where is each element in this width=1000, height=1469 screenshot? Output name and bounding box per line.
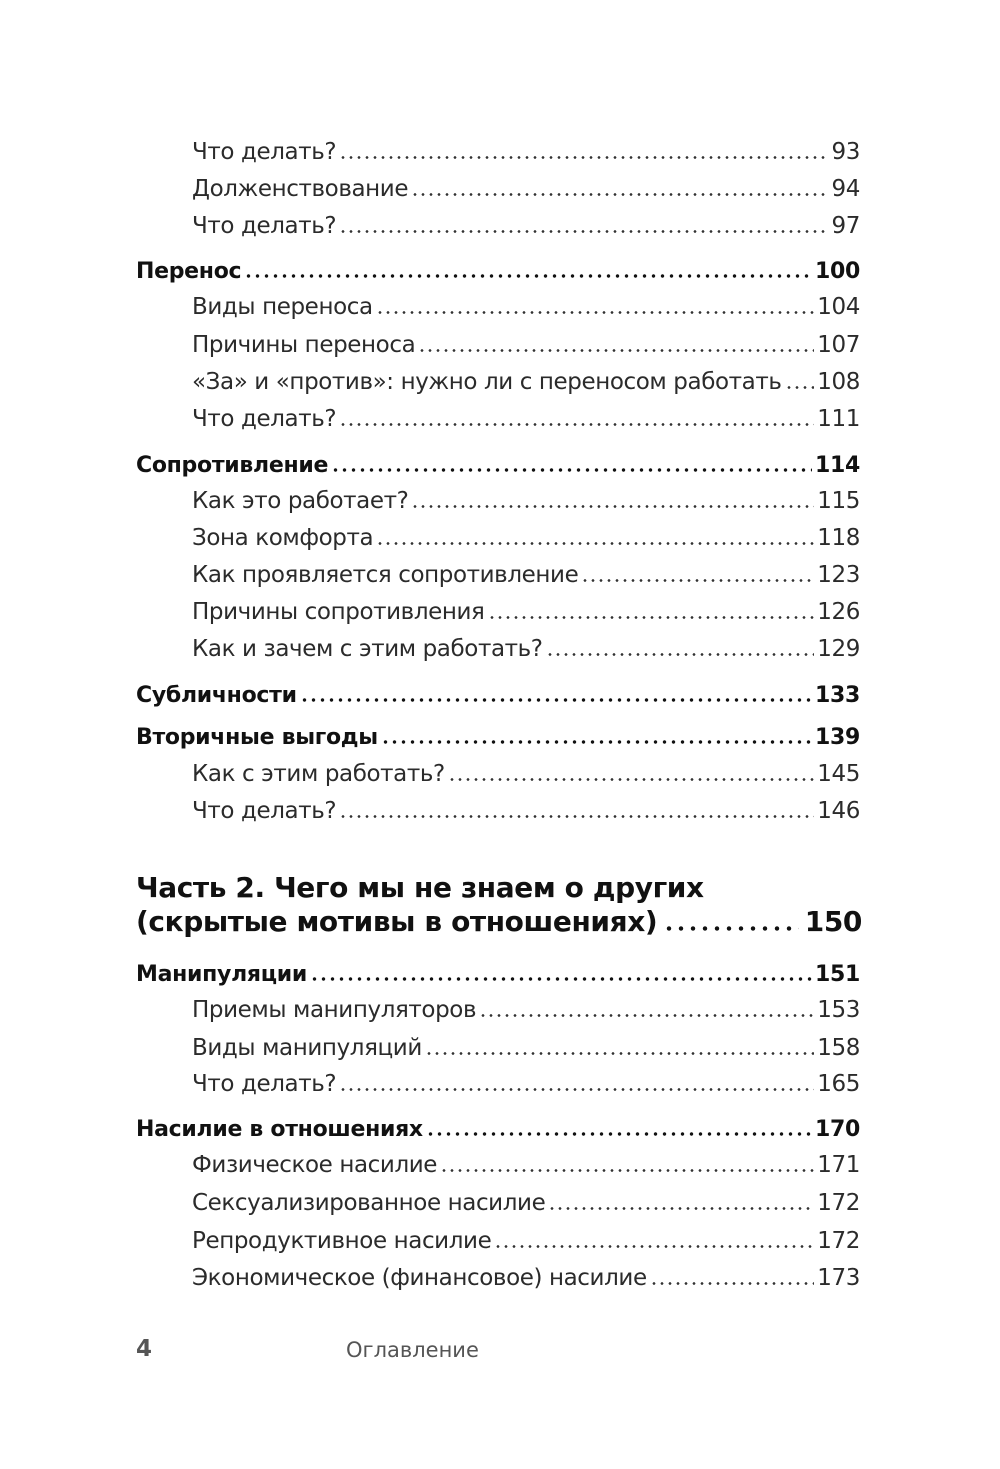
dot-leader (440, 1169, 814, 1172)
toc-subentry (192, 562, 860, 588)
toc-subentry (192, 599, 860, 625)
toc-subentry-page: 97 (831, 213, 860, 239)
toc-chapter-title: Субличности (136, 683, 297, 708)
dot-leader (411, 193, 828, 196)
toc-chapter (136, 1117, 860, 1142)
toc-subentry-title: Что делать? (192, 406, 337, 432)
toc-chapter-page: 114 (814, 453, 860, 478)
toc-subentry (192, 1152, 860, 1178)
dot-leader (339, 815, 814, 818)
toc-subentry-page: 118 (817, 525, 860, 551)
toc-subentry-page: 111 (817, 406, 860, 432)
toc-subentry-title: Экономическое (финансовое) насилие (192, 1265, 647, 1291)
dot-leader (331, 468, 812, 472)
toc-chapter-page: 100 (814, 259, 860, 284)
toc-subentry-title: Что делать? (192, 213, 337, 239)
dot-leader (339, 156, 828, 159)
toc-subentry-page: 94 (831, 176, 860, 202)
toc-subentry (192, 294, 860, 320)
toc-subentry-page: 104 (817, 294, 860, 320)
toc-subentry-page: 126 (817, 599, 860, 625)
toc-subentry-title: Как с этим работать? (192, 761, 445, 787)
toc-subentry (192, 636, 860, 662)
toc-subentry (192, 369, 860, 395)
toc-subentry (192, 1190, 860, 1216)
toc-chapter (136, 962, 860, 987)
part-title-line1: Часть 2. Чего мы не знаем о других (136, 871, 704, 904)
toc-subentry-title: Как проявляется сопротивление (192, 562, 579, 588)
toc-subentry-title: Что делать? (192, 1071, 337, 1097)
toc-subentry-title: Что делать? (192, 798, 337, 824)
toc-subentry (192, 139, 860, 165)
toc-subentry-page: 173 (817, 1265, 860, 1291)
toc-subentry-title: Репродуктивное насилие (192, 1228, 492, 1254)
toc-subentry-page: 172 (817, 1228, 860, 1254)
toc-chapter-title: Вторичные выгоды (136, 725, 378, 750)
dot-leader (663, 926, 799, 931)
dot-leader (381, 740, 812, 744)
toc-subentry-page: 158 (817, 1035, 860, 1061)
toc-subentry-page: 129 (817, 636, 860, 662)
dot-leader (650, 1282, 815, 1285)
dot-leader (479, 1014, 814, 1017)
toc-subentry (192, 1071, 860, 1097)
dot-leader (376, 542, 814, 545)
toc-chapter-page: 170 (814, 1117, 860, 1142)
dot-leader (426, 1132, 812, 1136)
running-footer: Оглавление (346, 1338, 479, 1362)
dot-leader (425, 1052, 814, 1055)
toc-subentry-page: 115 (817, 488, 860, 514)
toc-subentry (192, 1265, 860, 1291)
toc-subentry-page: 146 (817, 798, 860, 824)
dot-leader (494, 1245, 814, 1248)
toc-subentry-title: Виды манипуляций (192, 1035, 422, 1061)
toc-chapter-page: 139 (814, 725, 860, 750)
toc-chapter (136, 725, 860, 750)
toc-chapter (136, 683, 860, 708)
toc-subentry (192, 997, 860, 1023)
toc-chapter-title: Перенос (136, 259, 242, 284)
toc-subentry-page: 108 (817, 369, 860, 395)
toc-subentry-page: 123 (817, 562, 860, 588)
toc-subentry-page: 153 (817, 997, 860, 1023)
part-page: 150 (804, 905, 862, 938)
dot-leader (310, 977, 812, 981)
toc-subentry-title: «За» и «против»: нужно ли с переносом работать (192, 369, 782, 395)
dot-leader (418, 349, 814, 352)
toc-subentry-title: Зона комфорта (192, 525, 374, 551)
toc-chapter-title: Сопротивление (136, 453, 329, 478)
toc-subentry-page: 93 (831, 139, 860, 165)
dot-leader (488, 616, 815, 619)
toc-subentry-page: 172 (817, 1190, 860, 1216)
toc-chapter-title: Манипуляции (136, 962, 307, 987)
dot-leader (244, 274, 812, 278)
dot-leader (785, 386, 815, 389)
toc-subentry (192, 406, 860, 432)
dot-leader (300, 698, 812, 702)
toc-subentry-page: 107 (817, 332, 860, 358)
toc-subentry (192, 1228, 860, 1254)
toc-subentry-page: 145 (817, 761, 860, 787)
dot-leader (581, 579, 814, 582)
toc-subentry-title: Приемы манипуляторов (192, 997, 477, 1023)
toc-chapter-page: 133 (814, 683, 860, 708)
toc-chapter (136, 453, 860, 478)
toc-subentry-page: 165 (817, 1071, 860, 1097)
toc-subentry (192, 176, 860, 202)
toc-subentry-title: Причины сопротивления (192, 599, 485, 625)
toc-chapter-title: Насилие в отношениях (136, 1117, 423, 1142)
toc-subentry-title: Причины переноса (192, 332, 416, 358)
toc-subentry-title: Что делать? (192, 139, 337, 165)
dot-leader (339, 1088, 814, 1091)
dot-leader (339, 230, 828, 233)
toc-subentry (192, 488, 860, 514)
toc-subentry-title: Физическое насилие (192, 1152, 438, 1178)
toc-subentry-title: Долженствование (192, 176, 409, 202)
toc-subentry-title: Сексуализированное насилие (192, 1190, 546, 1216)
dot-leader (548, 1207, 814, 1210)
toc-subentry-page: 171 (817, 1152, 860, 1178)
page-number: 4 (136, 1336, 153, 1362)
dot-leader (376, 311, 815, 314)
toc-chapter (136, 259, 860, 284)
toc-subentry (192, 213, 860, 239)
toc-subentry (192, 1035, 860, 1061)
dot-leader (448, 778, 814, 781)
dot-leader (411, 505, 814, 508)
toc-subentry (192, 332, 860, 358)
toc-subentry-title: Как и зачем с этим работать? (192, 636, 543, 662)
dot-leader (546, 653, 815, 656)
toc-subentry (192, 798, 860, 824)
toc-subentry-title: Виды переноса (192, 294, 373, 320)
part-title-line2 (136, 905, 862, 938)
toc-chapter-page: 151 (814, 962, 860, 987)
toc-subentry (192, 761, 860, 787)
toc-subentry-title: Как это работает? (192, 488, 409, 514)
part-subtitle: (скрытые мотивы в отношениях) (136, 905, 658, 938)
dot-leader (339, 423, 814, 426)
toc-subentry (192, 525, 860, 551)
